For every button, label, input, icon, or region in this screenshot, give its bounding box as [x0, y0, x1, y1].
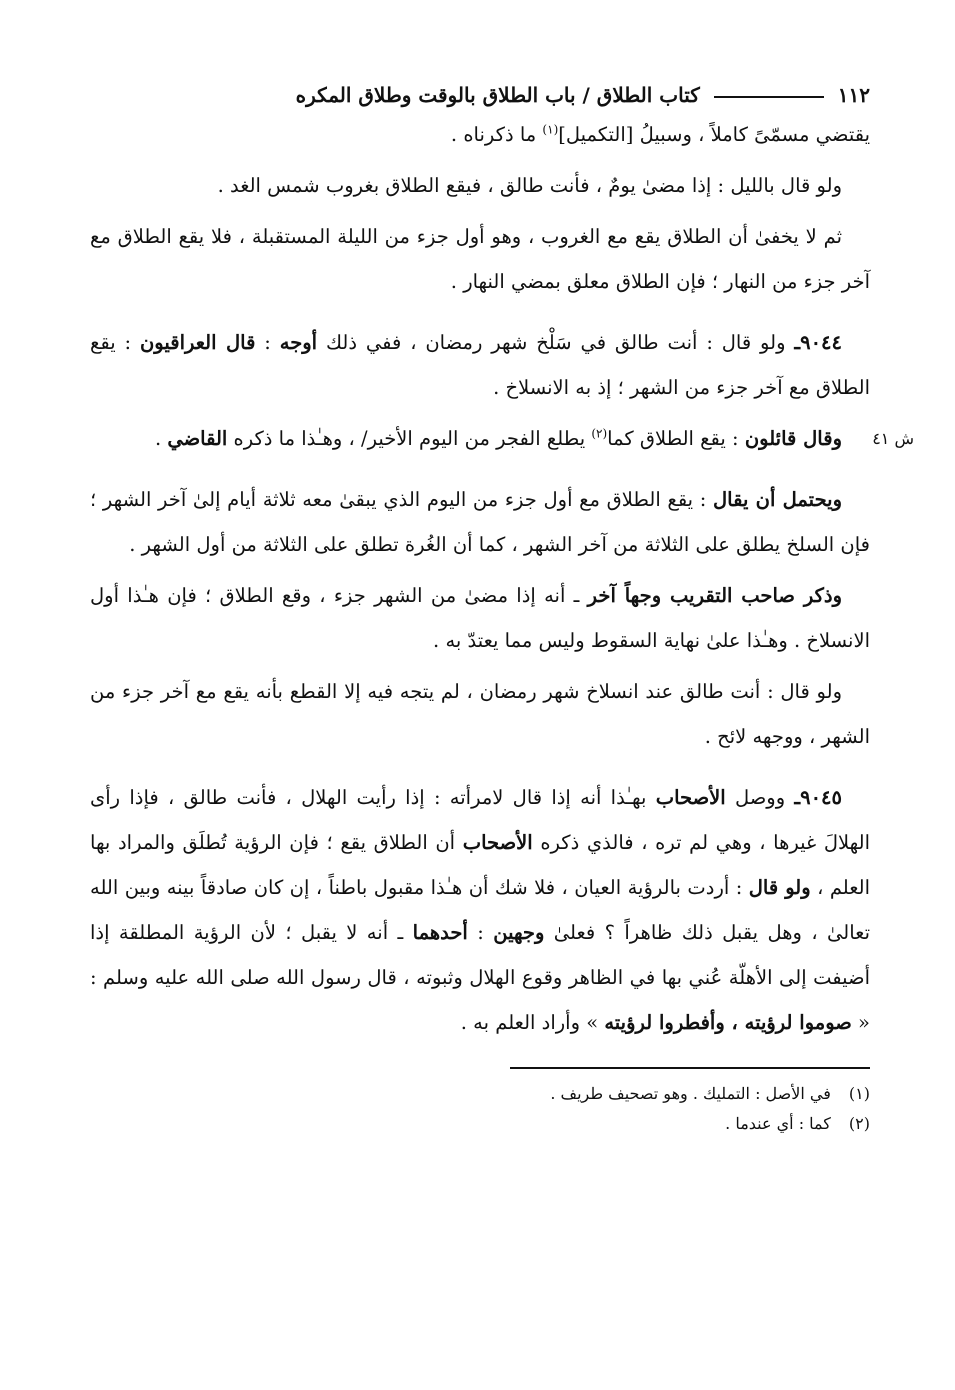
- footnote-ref: (١): [542, 122, 559, 137]
- text-run: » وأراد العلم به .: [460, 1011, 605, 1034]
- footnote: [90, 1079, 870, 1109]
- bold-term: صوموا لرؤيته ، وأفطروا لرؤيته: [604, 1011, 852, 1034]
- text-run: ولو قال بالليل : إذا مضىٰ يومٌ ، فأنت طالق ، فيقع الطلاق بغروب شمس الغد .: [217, 174, 842, 197]
- footnote-number: (٢): [848, 1114, 870, 1133]
- text-run: : يقع الطلاق كما: [607, 427, 745, 450]
- text-run: ـ أنه إذا مضىٰ من الشهر جزء ، وقع الطلاق ؛ فإن هـٰذا أول الانسلاخ . وهـٰذا علىٰ نهاية السقوط وليس مما يعتدّ به .: [90, 584, 870, 652]
- text-run: :: [255, 331, 280, 354]
- paragraph: [90, 214, 870, 304]
- text-run: يقتضي مسمّىً كاملاً ، وسبيلُ [التكميل]: [558, 123, 870, 146]
- bold-term: ٩٠٤٤ـ: [794, 331, 842, 354]
- text-run: :: [467, 921, 494, 944]
- bold-term: أوجه: [279, 331, 318, 354]
- text-run: ثم لا يخفىٰ أن الطلاق يقع مع الغروب ، وهو أول جزء من الليلة المستقبلة ، فلا يقع الطلاق مع آخر جزء من النهار ؛ فإن الطلاق معلق بمضي النهار .: [90, 225, 870, 293]
- text-run: : يقع الطلاق مع آخر جزء من الشهر ؛ إذ به الانسلاخ .: [90, 331, 870, 399]
- bold-term: وجهين: [493, 921, 545, 944]
- bold-term: الأصحاب: [655, 786, 726, 809]
- paragraph: [90, 163, 870, 208]
- margin-note: ش ٤١: [872, 429, 914, 448]
- bold-term: ويحتمل أن يقال: [713, 488, 842, 511]
- paragraph: [90, 320, 870, 410]
- text-run: ولو قال : أنت طالق في سَلْخ شهر رمضان ، ففي ذلك: [317, 331, 795, 354]
- page: [90, 78, 914, 1139]
- footnote-text: في الأصل : التمليك . وهو تصحيف طريف .: [550, 1084, 831, 1103]
- bold-term: أحدهما: [412, 921, 468, 944]
- text-run: .: [154, 427, 168, 450]
- footnote-text: كما : أي عندما .: [725, 1114, 831, 1133]
- paragraph: [90, 669, 870, 759]
- header-rule: [714, 96, 824, 98]
- text-run: بهـٰذا أنه إذا قال لامرأته : إذا رأيت الهلال ، فأنت طالق ، فإذا رأى الهلالَ غيرها ، وهي لم تره ، فالذي ذكره: [90, 786, 871, 854]
- bold-term: ولو قال: [748, 876, 811, 899]
- text-run: ولو قال : أنت طالق عند انسلاخ شهر رمضان ، لم يتجه فيه إلا القطع بأنه يقع مع آخر جزء من الشهر ، ووجهه لائح .: [90, 680, 870, 748]
- paragraph: [90, 477, 870, 567]
- bold-term: القاضي: [167, 427, 228, 450]
- bold-term: ٩٠٤٥ـ: [794, 786, 843, 809]
- text-run: ما ذكرناه .: [450, 123, 543, 146]
- bold-term: الأصحاب: [462, 831, 533, 854]
- text-run: ـ أنه لا يقبل ؛ لأن الرؤية المطلقة إذا أضيفت إلى الأهلّة عُني بها في الظاهر وقوع الهلال وثبوته ، قال رسول الله صلى الله عليه وسلم : «: [90, 921, 870, 1034]
- footnote-ref: (٢): [591, 426, 608, 441]
- footnote-number: (١): [848, 1084, 870, 1103]
- text-run: : يقع الطلاق مع أول جزء من اليوم الذي يبقىٰ معه ثلاثة أيام إلىٰ آخر الشهر ؛ فإن السلخ يطلق على الثلاثة من آخر الشهر ، كما أن الغُرة تطلق على الثلاثة من أول الشهر .: [90, 488, 870, 556]
- text-run: أن الطلاق يقع ؛ فإن الرؤية تُطلَق والمراد بها العلم ،: [90, 831, 871, 899]
- bold-term: وذكر صاحب التقريب وجهاً آخر: [587, 584, 842, 607]
- footnote-rule: [510, 1067, 870, 1069]
- running-header: [90, 78, 870, 112]
- paragraph: [90, 112, 870, 157]
- text-run: ووصل: [725, 786, 795, 809]
- paragraph: [90, 573, 870, 663]
- text-run: يطلع الفجر من اليوم الأخير/ ، وهـٰذا ما ذكره: [227, 427, 592, 450]
- paragraph: [90, 416, 914, 461]
- bold-term: وقال قائلون: [744, 427, 842, 450]
- page-number: ١١٢: [837, 83, 870, 107]
- bold-term: قال العراقيون: [139, 331, 256, 354]
- footnote: [90, 1109, 870, 1139]
- running-title: كتاب الطلاق / باب الطلاق بالوقت وطلاق المكره: [295, 83, 700, 107]
- text-run: : أردت بالرؤية العيان ، فلا شك أن هـٰذا مقبول باطناً ، إن كان صادقاً بينه وبين الله تعالىٰ ، وهل يقبل ذلك ظاهراً ؟ فعلىٰ: [90, 876, 871, 944]
- paragraph: [90, 775, 870, 1045]
